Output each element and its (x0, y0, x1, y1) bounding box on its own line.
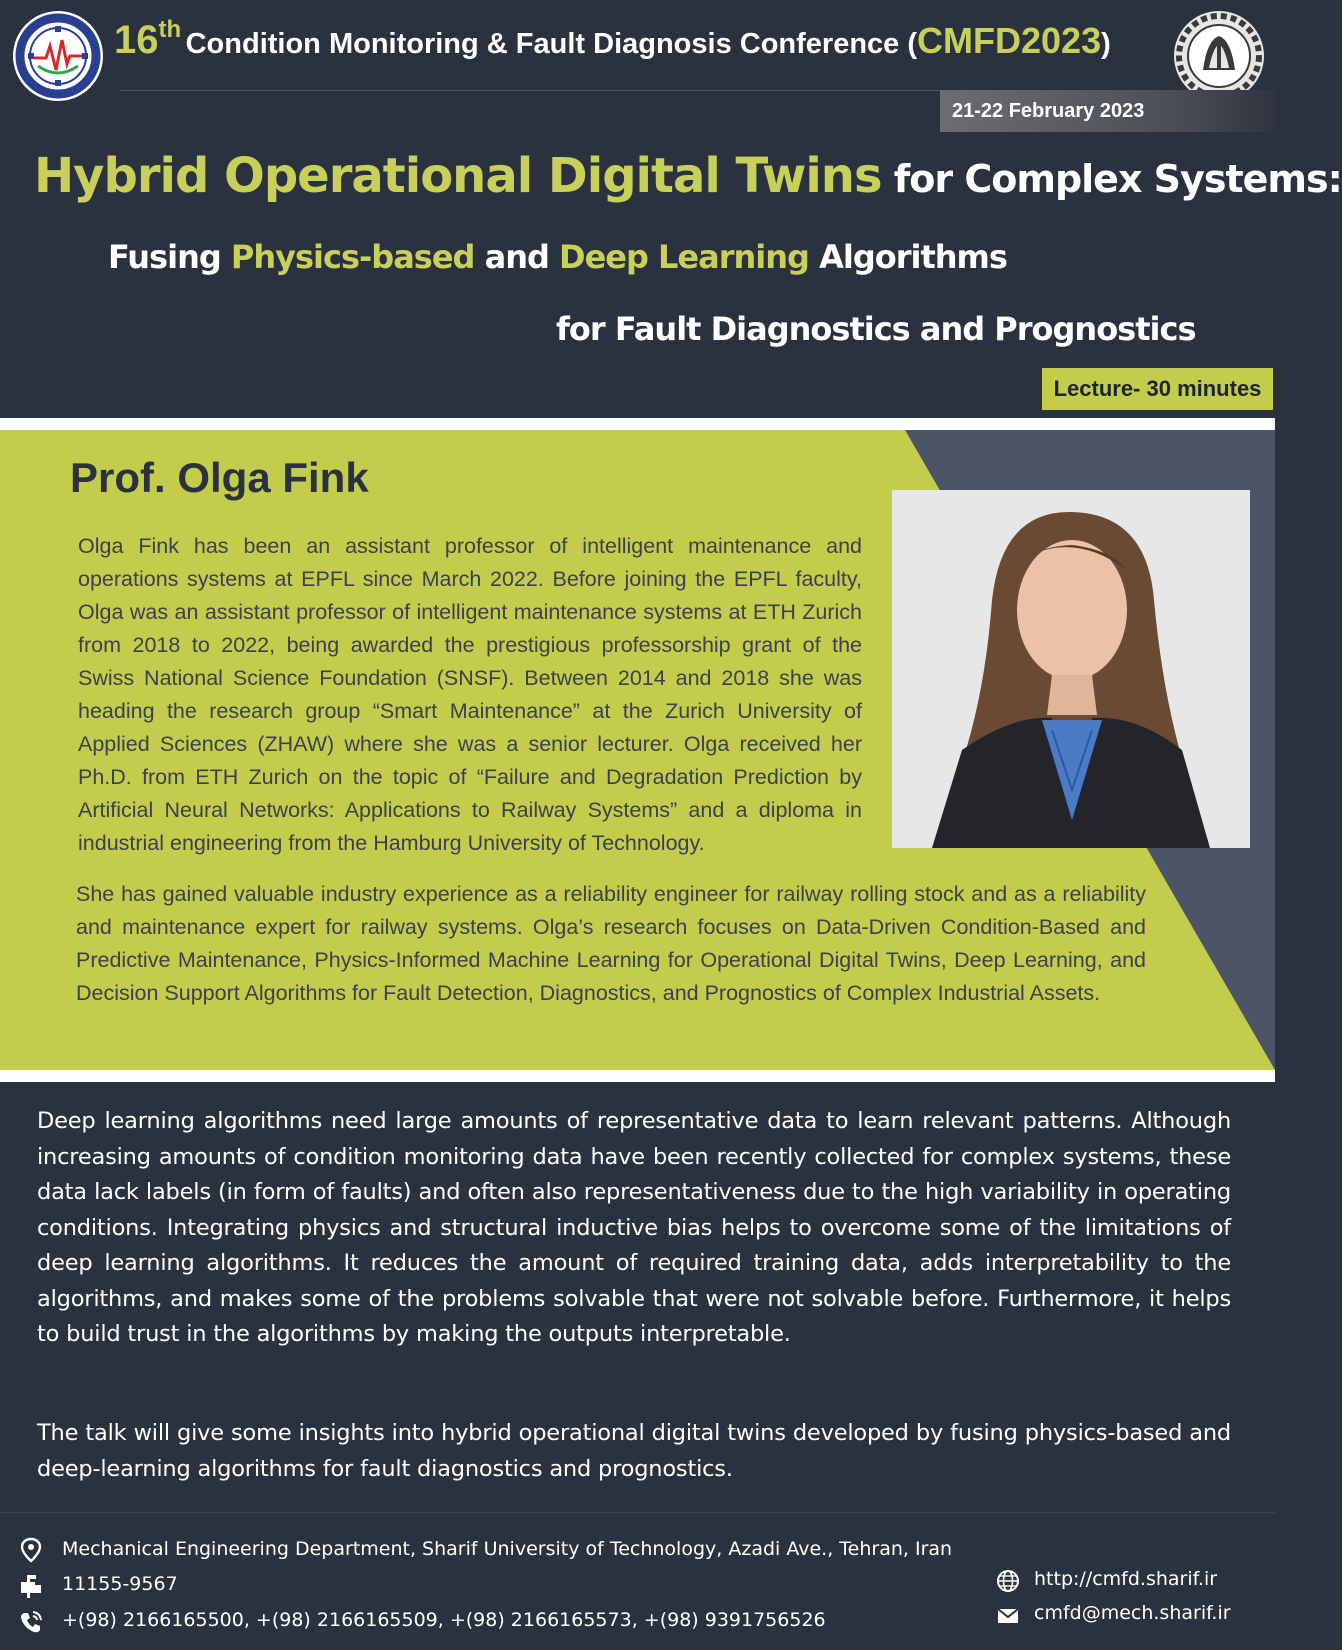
phone-icon (18, 1609, 44, 1635)
abstract-section (0, 1082, 1275, 1650)
section-divider-top (0, 418, 1275, 430)
envelope-icon (996, 1604, 1020, 1628)
abstract-paragraph: Deep learning algorithms need large amounts of representative data to learn relevant patterns. Although increasing amounts of condition monitoring data have been recently collected for complex systems, these data lack labels (in form of faults) and often also representativeness due to the high variability in operating conditions. Integrating physics and structural inductive bias helps to overcome some of the limitations of deep learning algorithms. It reduces the amount of required training data, adds interpretability to the algorithms, and makes some of the problems solvable that were not solvable before. Furthermore, it helps to build trust in the algorithms by making the outputs interpretable. (37, 1108, 1231, 1347)
globe-icon (996, 1569, 1020, 1593)
subtitle-part1: Fusing (108, 238, 231, 276)
mailbox-icon (18, 1573, 44, 1599)
section-divider-bottom (0, 1070, 1275, 1082)
talk-title-highlight: Hybrid Operational Digital Twins (34, 148, 882, 204)
conference-heading (114, 18, 1111, 63)
conference-acronym: CMFD2023 (917, 20, 1102, 61)
speaker-experience-paragraph: She has gained valuable industry experience as a reliability engineer for railway rolling stock and as a reliability and maintenance expert for railway systems. Olga’s research focuses on Data-Driven Condition-Based and Predictive Maintenance, Physics-Informed Machine Learning for Operational Digital Twins, Deep Learning, and Decision Support Algorithms for Fault Detection, Diagnostics, and Prognostics of Complex Industrial Assets. (76, 882, 1146, 1005)
abstract-summary-paragraph: The talk will give some insights into hybrid operational digital twins developed by fusing physics-based and deep-learning algorithms for fault diagnostics and prognostics. (37, 1420, 1231, 1482)
header-section (0, 0, 1342, 418)
edition-suffix: th (158, 16, 182, 43)
subtitle-highlight-physics: Physics-based (230, 238, 475, 276)
edition-number: 16 (114, 18, 159, 62)
footer-website-link[interactable]: http://cmfd.sharif.ir (1034, 1568, 1218, 1590)
speaker-photo (892, 490, 1250, 848)
subtitle-highlight-deep-learning: Deep Learning (559, 238, 809, 276)
footer-postal-code: 11155-9567 (62, 1573, 178, 1595)
talk-subtitle (108, 238, 1007, 276)
sharif-university-logo (1173, 10, 1265, 102)
talk-subtitle-line3: for Fault Diagnostics and Prognostics (556, 310, 1196, 348)
footer-address: Mechanical Engineering Department, Sharif University of Technology, Azadi Ave., Tehran, Iran (62, 1538, 953, 1560)
condition-monitoring-center-logo (12, 10, 104, 102)
speaker-name: Prof. Olga Fink (70, 454, 369, 501)
talk-title-rest: for Complex Systems: (881, 157, 1342, 201)
subtitle-part3: Algorithms (808, 238, 1007, 276)
subtitle-part2: and (474, 238, 560, 276)
conference-name: Condition Monitoring & Fault Diagnosis Conference ( (185, 28, 918, 60)
speaker-section (0, 430, 1275, 1070)
conference-paren: ) (1101, 28, 1111, 60)
lecture-duration-badge: Lecture- 30 minutes (1042, 368, 1273, 410)
speaker-bio-paragraph: Olga Fink has been an assistant professor of intelligent maintenance and operations systems at EPFL since March 2022. Before joining the EPFL faculty, Olga was an assistant professor of intelligent maintenance systems at ETH Zurich from 2018 to 2022, being awarded the prestigious professorship grant of the Swiss National Science Foundation (SNSF). Between 2014 and 2018 she was heading the research group “Smart Maintenance” at the Zurich University of Applied Sciences (ZHAW) where she was a senior lecturer. Olga received her Ph.D. from ETH Zurich on the topic of “Failure and Degradation Prediction by Artificial Neural Networks: Applications to Railway Systems” and a diploma in industrial engineering from the Hamburg University of Technology. (78, 534, 862, 855)
footer-divider (0, 1512, 1275, 1513)
location-pin-icon (18, 1537, 44, 1563)
talk-title (34, 148, 1342, 204)
footer-phone-numbers: +(98) 2166165500, +(98) 2166165509, +(98) 2166165573, +(98) 9391756526 (62, 1609, 826, 1631)
footer-email-link[interactable]: cmfd@mech.sharif.ir (1034, 1602, 1231, 1624)
conference-date: 21-22 February 2023 (940, 90, 1275, 132)
